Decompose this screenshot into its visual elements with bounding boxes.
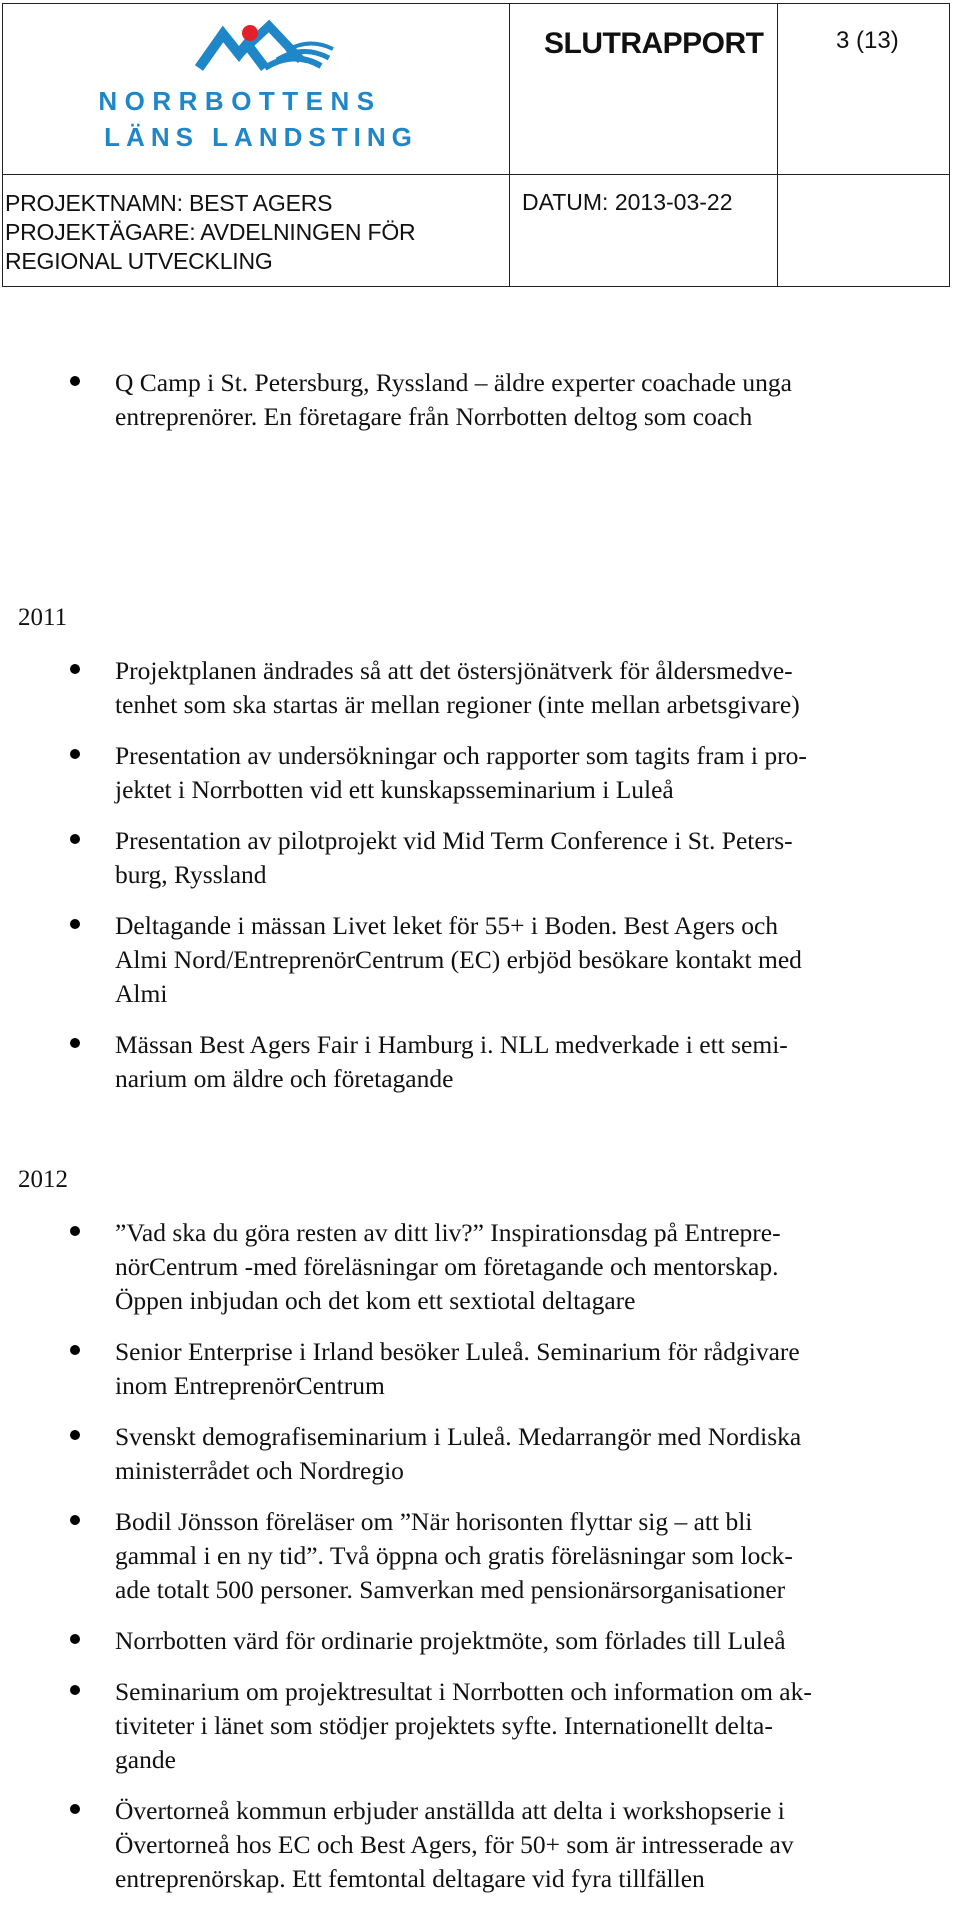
list-item: Svenskt demografiseminarium i Luleå. Medarrangör med Nordiska ministerrådet och Nordregio: [0, 1420, 960, 1488]
list-item: Deltagande i mässan Livet leket för 55+ i Boden. Best Agers och Almi Nord/EntreprenörCentrum (EC) erbjöd besökare kontakt med Almi: [0, 909, 960, 1011]
year-heading-2012: 2012: [18, 1166, 68, 1193]
list-item: Bodil Jönsson föreläser om ”När horisonten flyttar sig – att bli gammal i en ny tid”. Två öppna och gratis föreläsningar som lock- ade totalt 500 personer. Samverkan med pensionärsorganisationer: [0, 1505, 960, 1607]
bullet-icon: [70, 1345, 80, 1355]
bullet-icon: [70, 1685, 80, 1695]
list-item: Senior Enterprise i Irland besöker Luleå. Seminarium för rådgivare inom EntreprenörCentrum: [0, 1335, 960, 1403]
empty-cell: [778, 175, 950, 287]
year-heading-2011: 2011: [18, 604, 68, 631]
list-2011: [0, 654, 960, 1113]
logo-line-1: NORRBOTTENS: [98, 86, 382, 116]
list-item: Presentation av undersökningar och rapporter som tagits fram i pro- jektet i Norrbotten vid ett kunskapsseminarium i Luleå: [0, 739, 960, 807]
project-owner-cont: REGIONAL UTVECKLING: [5, 248, 273, 274]
mountain-wave-icon: [199, 25, 333, 68]
list-item: ”Vad ska du göra resten av ditt liv?” Inspirationsdag på Entrepre- nörCentrum -med föreläsningar om företagande och mentorskap. Öppen inbjudan och det kom ett sextiotal deltagare: [0, 1216, 960, 1318]
list-item: Övertorneå kommun erbjuder anställda att delta i workshopserie i Övertorneå hos EC och Best Agers, för 50+ som är intresserade av entreprenörskap. Ett femtontal deltagare vid fyra tillfällen: [0, 1794, 960, 1896]
bullet-icon: [70, 376, 80, 386]
list-item: Q Camp i St. Petersburg, Ryssland – äldre experter coachade unga entreprenörer. En företagare från Norrbotten deltog som coach: [0, 366, 960, 434]
list-item: Projektplanen ändrades så att det östersjönätverk för åldersmedve- tenhet som ska startas är mellan regioner (inte mellan arbetsgivare): [0, 654, 960, 722]
project-name: PROJEKTNAMN: BEST AGERS: [5, 190, 333, 216]
list-item: Seminarium om projektresultat i Norrbotten och information om ak- tiviteter i länet som stödjer projektets syfte. Internationellt delta- gande: [0, 1675, 960, 1777]
bullet-icon: [70, 919, 80, 929]
document-date: DATUM: 2013-03-22: [522, 189, 733, 215]
landsting-logo: [3, 4, 509, 174]
document-header: [2, 3, 950, 287]
list-item: Mässan Best Agers Fair i Hamburg i. NLL medverkade i ett semi- narium om äldre och företagande: [0, 1028, 960, 1096]
bullet-icon: [70, 1430, 80, 1440]
bullet-icon: [70, 1634, 80, 1644]
bullet-icon: [70, 1804, 80, 1814]
intro-list: [0, 366, 960, 451]
logo-line-2: LÄNS LANDSTING: [104, 122, 418, 152]
bullet-icon: [70, 664, 80, 674]
bullet-icon: [70, 834, 80, 844]
date-cell: [510, 175, 778, 287]
document-title: SLUTRAPPORT: [510, 4, 778, 175]
bullet-icon: [70, 1515, 80, 1525]
project-owner: PROJEKTÄGARE: AVDELNINGEN FÖR: [5, 219, 416, 245]
list-item: Presentation av pilotprojekt vid Mid Term Conference i St. Peters- burg, Ryssland: [0, 824, 960, 892]
project-info: [3, 175, 510, 287]
bullet-icon: [70, 1038, 80, 1048]
page-number: 3 (13): [778, 4, 950, 175]
bullet-icon: [70, 1226, 80, 1236]
list-item: Norrbotten värd för ordinarie projektmöte, som förlades till Luleå: [0, 1624, 960, 1658]
logo-cell: [3, 4, 510, 175]
bullet-icon: [70, 749, 80, 759]
list-2012: [0, 1216, 960, 1913]
